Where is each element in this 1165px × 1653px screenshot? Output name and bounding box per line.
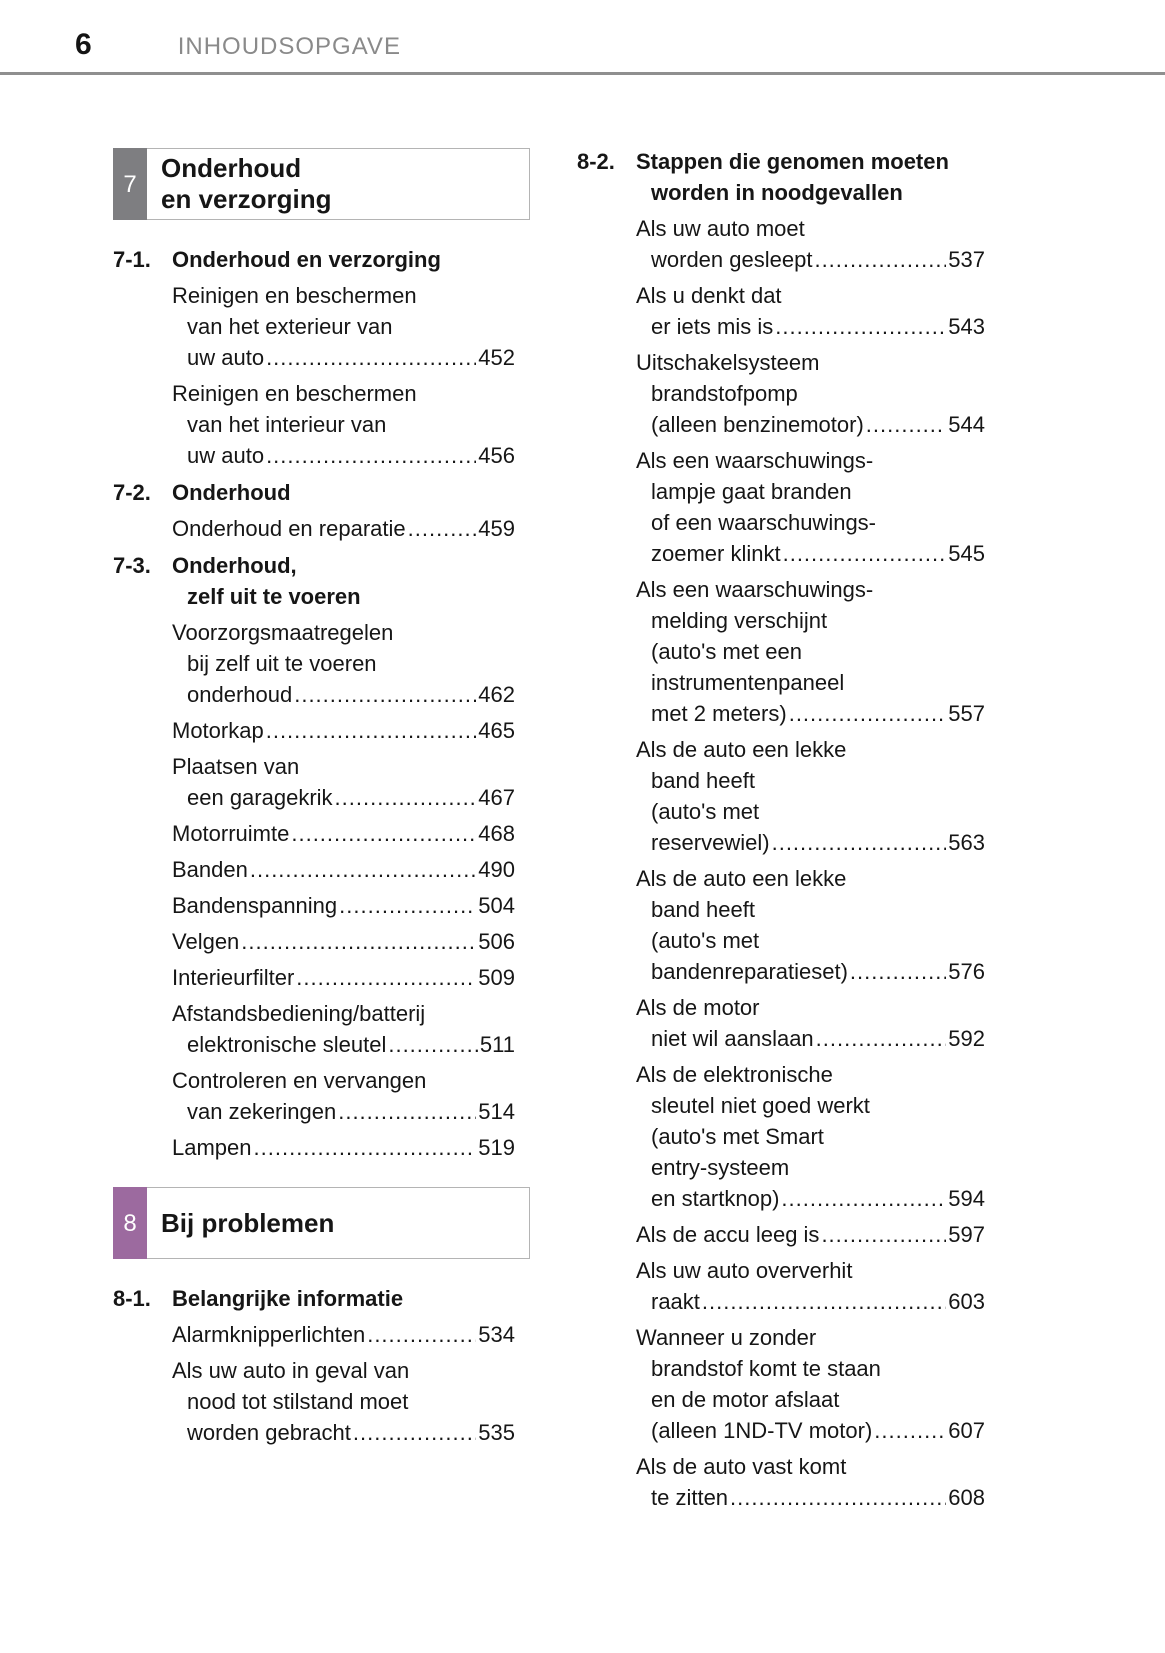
toc-entry-line: Voorzorgsmaatregelen xyxy=(172,620,394,645)
toc-entry-line: Als de auto een lekke xyxy=(636,737,847,762)
section-title-line: Onderhoud xyxy=(172,480,291,505)
chapter-banner xyxy=(113,1187,530,1259)
toc-section-heading xyxy=(577,146,985,208)
toc-entry-text: worden gebracht xyxy=(187,1420,351,1445)
section-title-line: Onderhoud, xyxy=(172,553,297,578)
toc-entry xyxy=(636,1219,985,1250)
chapter-banner xyxy=(113,148,530,220)
section-number: 8-1. xyxy=(113,1286,151,1311)
toc-entry xyxy=(172,1132,515,1163)
dot-leader xyxy=(353,1417,476,1448)
toc-entry xyxy=(172,1355,515,1448)
toc-page-number: 544 xyxy=(948,412,985,437)
toc-entry-line: Als een waarschuwings- xyxy=(636,577,874,602)
section-title-line: Onderhoud en verzorging xyxy=(172,247,441,272)
toc-entry-line xyxy=(636,1286,985,1317)
dot-leader xyxy=(335,782,477,813)
toc-entry-text: van zekeringen xyxy=(187,1099,337,1124)
dot-leader xyxy=(702,1286,946,1317)
dot-leader xyxy=(408,513,477,544)
dot-leader xyxy=(291,818,476,849)
toc-entry xyxy=(172,998,515,1060)
toc-page-number: 459 xyxy=(478,516,515,541)
dot-leader xyxy=(814,244,946,275)
toc-page-number: 452 xyxy=(478,345,515,370)
toc-entry xyxy=(172,890,515,921)
page-number: 6 xyxy=(75,28,92,61)
toc-entry-line xyxy=(172,440,515,471)
toc-section-heading xyxy=(113,244,515,275)
toc-entry-line: band heeft xyxy=(651,897,755,922)
toc-entry-line xyxy=(636,244,985,275)
toc-page-number: 509 xyxy=(478,965,515,990)
toc-entry-line: brandstof komt te staan xyxy=(651,1356,881,1381)
toc-entry-line xyxy=(172,1096,515,1127)
toc-entry xyxy=(636,1255,985,1317)
dot-leader xyxy=(388,1029,478,1060)
toc-entry xyxy=(172,818,515,849)
toc-entry-line: (auto's met xyxy=(651,928,760,953)
dot-leader xyxy=(789,698,947,729)
toc-entry-line xyxy=(172,1132,515,1163)
toc-entry xyxy=(172,751,515,813)
toc-page-number: 490 xyxy=(478,857,515,882)
toc-entry-line: Controleren en vervangen xyxy=(172,1068,427,1093)
toc-page-number: 462 xyxy=(478,682,515,707)
toc-entry-line xyxy=(172,854,515,885)
toc-entry-line: Afstandsbediening/batterij xyxy=(172,1001,426,1026)
toc-entry-line xyxy=(172,890,515,921)
section-number: 7-1. xyxy=(113,247,151,272)
toc-page-number: 467 xyxy=(478,785,515,810)
dot-leader xyxy=(874,1415,946,1446)
chapter-title xyxy=(147,149,529,219)
toc-entry-line: entry-systeem xyxy=(651,1155,790,1180)
toc-entry-text: Lampen xyxy=(172,1135,252,1160)
toc-section-heading xyxy=(113,477,515,508)
toc-entry-line xyxy=(636,1219,985,1250)
toc-entry-text: worden gesleept xyxy=(651,247,813,272)
toc-entry-text: zoemer klinkt xyxy=(651,541,781,566)
toc-entry-text: te zitten xyxy=(651,1485,729,1510)
toc-entry-text: Interieurfilter xyxy=(172,965,295,990)
toc-page-number: 506 xyxy=(478,929,515,954)
toc-entry-line: Als de elektronische xyxy=(636,1062,833,1087)
toc-entry xyxy=(636,574,985,729)
toc-page-number: 468 xyxy=(478,821,515,846)
toc-entry-line xyxy=(172,818,515,849)
chapter-number-tab: 7 xyxy=(113,148,147,220)
toc-page-number: 563 xyxy=(948,830,985,855)
dot-leader xyxy=(730,1482,946,1513)
toc-entry-line xyxy=(172,962,515,993)
toc-entry-line: Als de auto vast komt xyxy=(636,1454,847,1479)
toc-entry-text: Onderhoud en reparatie xyxy=(172,516,406,541)
toc-entry-text: Als de accu leeg is xyxy=(636,1222,820,1247)
toc-entry-line: Plaatsen van xyxy=(172,754,300,779)
toc-entry xyxy=(636,1059,985,1214)
toc-entry-text: er iets mis is xyxy=(651,314,774,339)
toc-entry-text: uw auto xyxy=(187,443,265,468)
toc-entry-line xyxy=(636,698,985,729)
toc-page-number: 576 xyxy=(948,959,985,984)
toc-column-right xyxy=(577,140,985,1518)
dot-leader xyxy=(266,440,476,471)
section-title-line: worden in noodgevallen xyxy=(651,180,903,205)
section-title-line: zelf uit te voeren xyxy=(187,584,361,609)
dot-leader xyxy=(296,962,476,993)
toc-entry xyxy=(636,863,985,987)
dot-leader xyxy=(850,956,946,987)
toc-entry-line xyxy=(636,1415,985,1446)
dot-leader xyxy=(821,1219,946,1250)
toc-entry-line: Als u denkt dat xyxy=(636,283,782,308)
toc-entry-line: lampje gaat branden xyxy=(651,479,852,504)
toc-entry-text: met 2 meters) xyxy=(651,701,787,726)
dot-leader xyxy=(338,1096,476,1127)
dot-leader xyxy=(339,890,476,921)
toc-entry-line: Als uw auto in geval van xyxy=(172,1358,410,1383)
toc-entry-line xyxy=(172,1417,515,1448)
toc-page-number: 534 xyxy=(478,1322,515,1347)
toc-entry-line xyxy=(636,1023,985,1054)
toc-entry xyxy=(172,715,515,746)
toc-entry-line: Als de motor xyxy=(636,995,760,1020)
section-title xyxy=(172,550,515,612)
toc-entry-line xyxy=(172,513,515,544)
toc-entry-line xyxy=(636,827,985,858)
toc-page-number: 543 xyxy=(948,314,985,339)
toc-entry xyxy=(172,854,515,885)
toc-entry-line: band heeft xyxy=(651,768,755,793)
toc-entry-line: Als uw auto oververhit xyxy=(636,1258,853,1283)
toc-entry-line xyxy=(172,1029,515,1060)
section-title-line: Stappen die genomen moeten xyxy=(636,149,949,174)
toc-entry xyxy=(636,1322,985,1446)
toc-page-number: 511 xyxy=(479,1032,515,1057)
toc-entry xyxy=(172,1065,515,1127)
dot-leader xyxy=(266,715,477,746)
toc-page-number: 456 xyxy=(478,443,515,468)
section-title-line: Belangrijke informatie xyxy=(172,1286,404,1311)
toc-entry-line: Als de auto een lekke xyxy=(636,866,847,891)
toc-page-number: 592 xyxy=(948,1026,985,1051)
toc-page-number: 608 xyxy=(948,1485,985,1510)
toc-entry-line: Als uw auto moet xyxy=(636,216,805,241)
section-title xyxy=(172,1283,515,1314)
toc-entry-text: onderhoud xyxy=(187,682,293,707)
chapter-number-tab: 8 xyxy=(113,1187,147,1259)
chapter-title-line: Onderhoud xyxy=(161,153,302,183)
dot-leader xyxy=(783,538,947,569)
toc-entry-text: raakt xyxy=(651,1289,700,1314)
toc-entry-line xyxy=(636,1482,985,1513)
toc-entry xyxy=(636,992,985,1054)
toc-section-heading xyxy=(113,550,515,612)
toc-page-number: 504 xyxy=(478,893,515,918)
dot-leader xyxy=(816,1023,947,1054)
toc-entry xyxy=(636,1451,985,1513)
toc-entry xyxy=(172,926,515,957)
dot-leader xyxy=(781,1183,946,1214)
toc-entry-line xyxy=(172,679,515,710)
toc-entry-text: Motorruimte xyxy=(172,821,290,846)
toc-entry xyxy=(172,280,515,373)
toc-entry xyxy=(636,445,985,569)
dot-leader xyxy=(775,311,946,342)
toc-entry-text: Motorkap xyxy=(172,718,264,743)
toc-entry-line: (auto's met een xyxy=(651,639,802,664)
section-title xyxy=(172,244,515,275)
chapter-title-line: Bij problemen xyxy=(161,1207,335,1238)
toc-entry-text: bandenreparatieset) xyxy=(651,959,848,984)
toc-entry xyxy=(172,617,515,710)
toc-section-heading xyxy=(113,1283,515,1314)
chapter-title-line: en verzorging xyxy=(161,184,332,214)
page-header xyxy=(75,28,401,62)
toc-entry-text: een garagekrik xyxy=(187,785,333,810)
toc-entry-line xyxy=(172,1319,515,1350)
toc-entry-line: instrumentenpaneel xyxy=(651,670,845,695)
toc-page-number: 557 xyxy=(948,701,985,726)
toc-entry-line xyxy=(636,409,985,440)
section-title xyxy=(172,477,515,508)
toc-entry-text: Bandenspanning xyxy=(172,893,338,918)
dot-leader xyxy=(241,926,476,957)
toc-entry xyxy=(636,213,985,275)
toc-page-number: 594 xyxy=(948,1186,985,1211)
toc-entry-line xyxy=(636,956,985,987)
dot-leader xyxy=(250,854,476,885)
toc-page-number: 597 xyxy=(948,1222,985,1247)
toc-entry-line: melding verschijnt xyxy=(651,608,828,633)
dot-leader xyxy=(266,342,476,373)
toc-entry-line: Als een waarschuwings- xyxy=(636,448,874,473)
toc-entry-line xyxy=(172,782,515,813)
toc-entry-text: Banden xyxy=(172,857,248,882)
toc-entry xyxy=(172,1319,515,1350)
toc-entry-line: van het exterieur van xyxy=(187,314,393,339)
toc-entry-line: Uitschakelsysteem xyxy=(636,350,820,375)
toc-entry xyxy=(636,280,985,342)
toc-entry-line: brandstofpomp xyxy=(651,381,798,406)
chapter-title xyxy=(147,1188,529,1258)
toc-entry xyxy=(636,734,985,858)
toc-entry-line: sleutel niet goed werkt xyxy=(651,1093,870,1118)
toc-page-number: 465 xyxy=(478,718,515,743)
section-title xyxy=(636,146,985,208)
toc-entry-line: Reinigen en beschermen xyxy=(172,283,417,308)
toc-page-number: 545 xyxy=(948,541,985,566)
page-title: INHOUDSOPGAVE xyxy=(177,33,401,60)
toc-entry-line: (auto's met Smart xyxy=(651,1124,824,1149)
toc-page-number: 535 xyxy=(478,1420,515,1445)
toc-entry xyxy=(172,513,515,544)
toc-entry-line: Wanneer u zonder xyxy=(636,1325,817,1350)
toc-entry-text: reservewiel) xyxy=(651,830,770,855)
dot-leader xyxy=(367,1319,476,1350)
section-number: 7-3. xyxy=(113,553,151,578)
toc-entry-text: (alleen 1ND-TV motor) xyxy=(651,1418,873,1443)
toc-entry-text: elektronische sleutel xyxy=(187,1032,387,1057)
toc-entry-line: van het interieur van xyxy=(187,412,387,437)
toc-entry-line: nood tot stilstand moet xyxy=(187,1389,409,1414)
section-number: 8-2. xyxy=(577,149,615,174)
toc-entry-line: (auto's met xyxy=(651,799,760,824)
dot-leader xyxy=(254,1132,477,1163)
dot-leader xyxy=(294,679,476,710)
dot-leader xyxy=(772,827,947,858)
toc-page-number: 537 xyxy=(948,247,985,272)
toc-entry-line: of een waarschuwings- xyxy=(651,510,877,535)
toc-entry-line xyxy=(172,715,515,746)
toc-page-number: 607 xyxy=(948,1418,985,1443)
toc-entry-line: bij zelf uit te voeren xyxy=(187,651,377,676)
toc-entry-line xyxy=(636,311,985,342)
toc-entry-line xyxy=(636,1183,985,1214)
header-rule xyxy=(0,72,1165,75)
toc-page-number: 519 xyxy=(478,1135,515,1160)
toc-entry-line xyxy=(172,926,515,957)
toc-entry-text: Alarmknipperlichten xyxy=(172,1322,366,1347)
section-number: 7-2. xyxy=(113,480,151,505)
toc-entry xyxy=(636,347,985,440)
toc-page-number: 514 xyxy=(478,1099,515,1124)
toc-entry xyxy=(172,378,515,471)
toc-entry-text: uw auto xyxy=(187,345,265,370)
toc-entry-line: Reinigen en beschermen xyxy=(172,381,417,406)
toc-entry-text: en startknop) xyxy=(651,1186,780,1211)
toc-entry-text: Velgen xyxy=(172,929,240,954)
toc-entry-text: (alleen benzinemotor) xyxy=(651,412,864,437)
toc-entry xyxy=(172,962,515,993)
dot-leader xyxy=(866,409,947,440)
toc-entry-line xyxy=(636,538,985,569)
toc-page-number: 603 xyxy=(948,1289,985,1314)
toc-column-left xyxy=(113,148,515,1453)
toc-entry-line xyxy=(172,342,515,373)
toc-entry-text: niet wil aanslaan xyxy=(651,1026,814,1051)
toc-entry-line: en de motor afslaat xyxy=(651,1387,840,1412)
